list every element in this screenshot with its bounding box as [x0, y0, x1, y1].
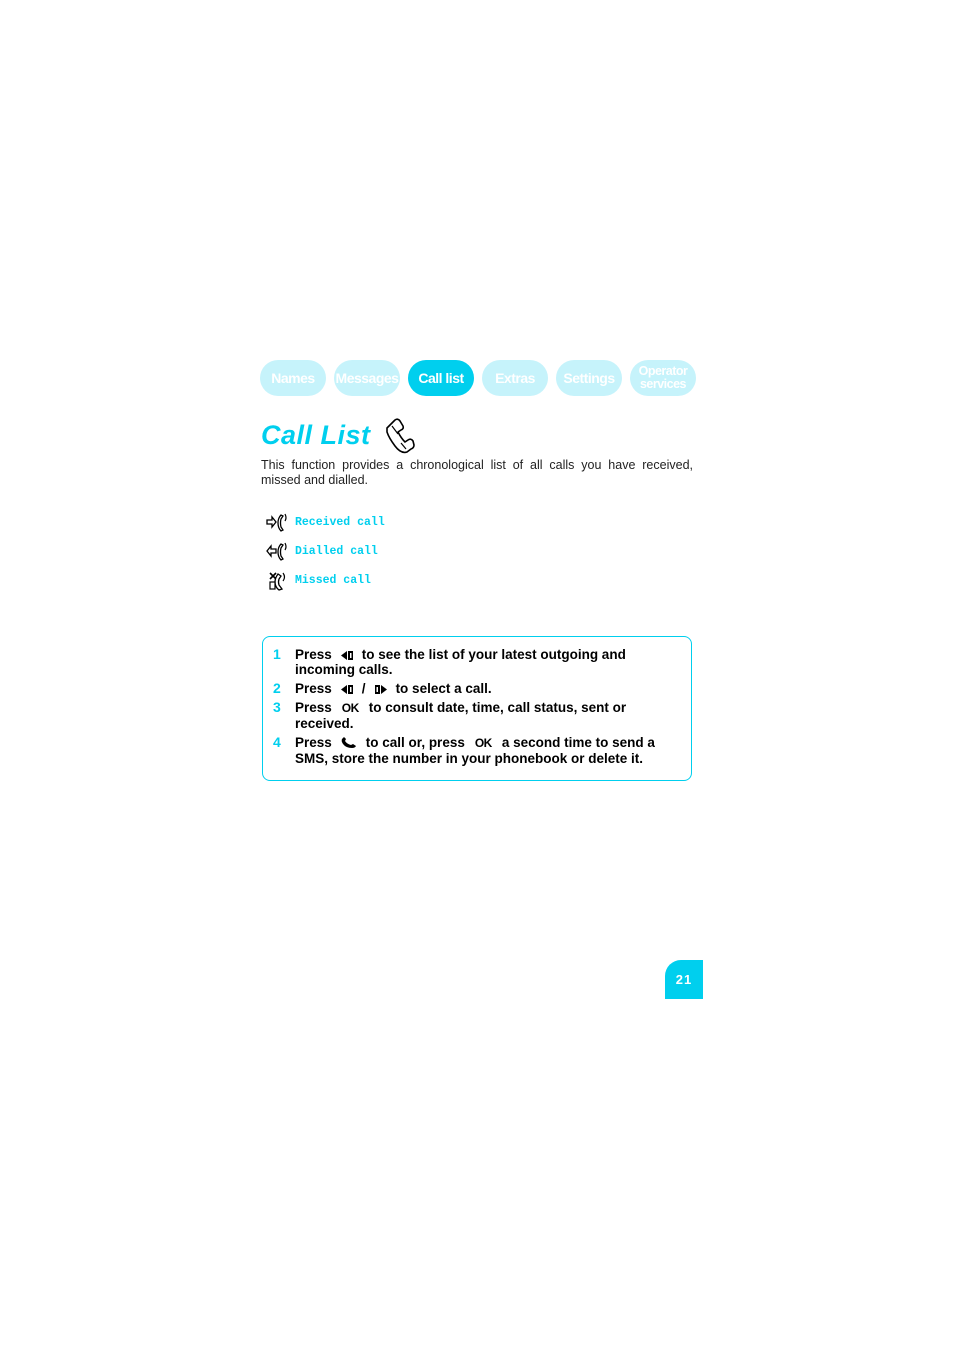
page-title: Call List	[261, 419, 371, 450]
tab-operator-services[interactable]	[630, 360, 696, 396]
legend-label: Missed call	[295, 574, 371, 587]
step-text: Press to see the list of your latest outgoing and incoming calls.	[295, 647, 626, 677]
dialled-call-icon	[266, 541, 288, 563]
tab-label: Names	[271, 370, 315, 386]
phone-handset-icon	[381, 416, 415, 454]
tab-messages[interactable]	[334, 360, 400, 396]
tab-label: Messages	[335, 370, 399, 386]
legend-label: Received call	[295, 516, 385, 529]
step-1	[273, 647, 677, 677]
step-number: 4	[273, 734, 281, 750]
tab-label: Extras	[495, 370, 535, 386]
step-text: Press to call or, press OK a second time to send a SMS, store the number in your phonebook or delete it.	[295, 735, 655, 766]
tab-label: Operator services	[638, 364, 688, 391]
step-4	[273, 735, 677, 766]
received-call-icon	[266, 512, 288, 534]
call-key-icon	[340, 737, 358, 749]
ok-key-icon: OK	[474, 736, 492, 750]
step-text: Press OK to consult date, time, call status, sent or received.	[295, 700, 627, 731]
instructions-box	[262, 636, 692, 781]
left-key-icon	[340, 684, 354, 695]
step-number: 1	[273, 646, 281, 662]
legend-label: Dialled call	[295, 545, 378, 558]
left-key-icon	[340, 650, 354, 661]
step-number: 2	[273, 680, 281, 696]
right-key-icon	[374, 684, 388, 695]
call-type-legend	[266, 508, 385, 595]
tab-label: Settings	[563, 370, 615, 386]
tab-extras[interactable]	[482, 360, 548, 396]
legend-item	[266, 537, 385, 566]
title-row	[261, 416, 415, 454]
step-text: Press / to select a call.	[295, 681, 492, 696]
legend-item	[266, 508, 385, 537]
ok-key-icon: OK	[341, 701, 359, 715]
step-2	[273, 681, 677, 696]
tab-call-list[interactable]	[408, 360, 474, 396]
section-tabs	[260, 360, 696, 396]
tab-label: Call list	[418, 370, 464, 386]
step-3	[273, 700, 677, 731]
page-number: 21	[665, 960, 703, 999]
tab-settings[interactable]	[556, 360, 622, 396]
step-number: 3	[273, 699, 281, 715]
tab-names[interactable]	[260, 360, 326, 396]
intro-text: This function provides a chronological list of all calls you have received, missed and dialled.	[261, 458, 693, 487]
legend-item	[266, 566, 385, 595]
missed-call-icon	[266, 570, 288, 592]
